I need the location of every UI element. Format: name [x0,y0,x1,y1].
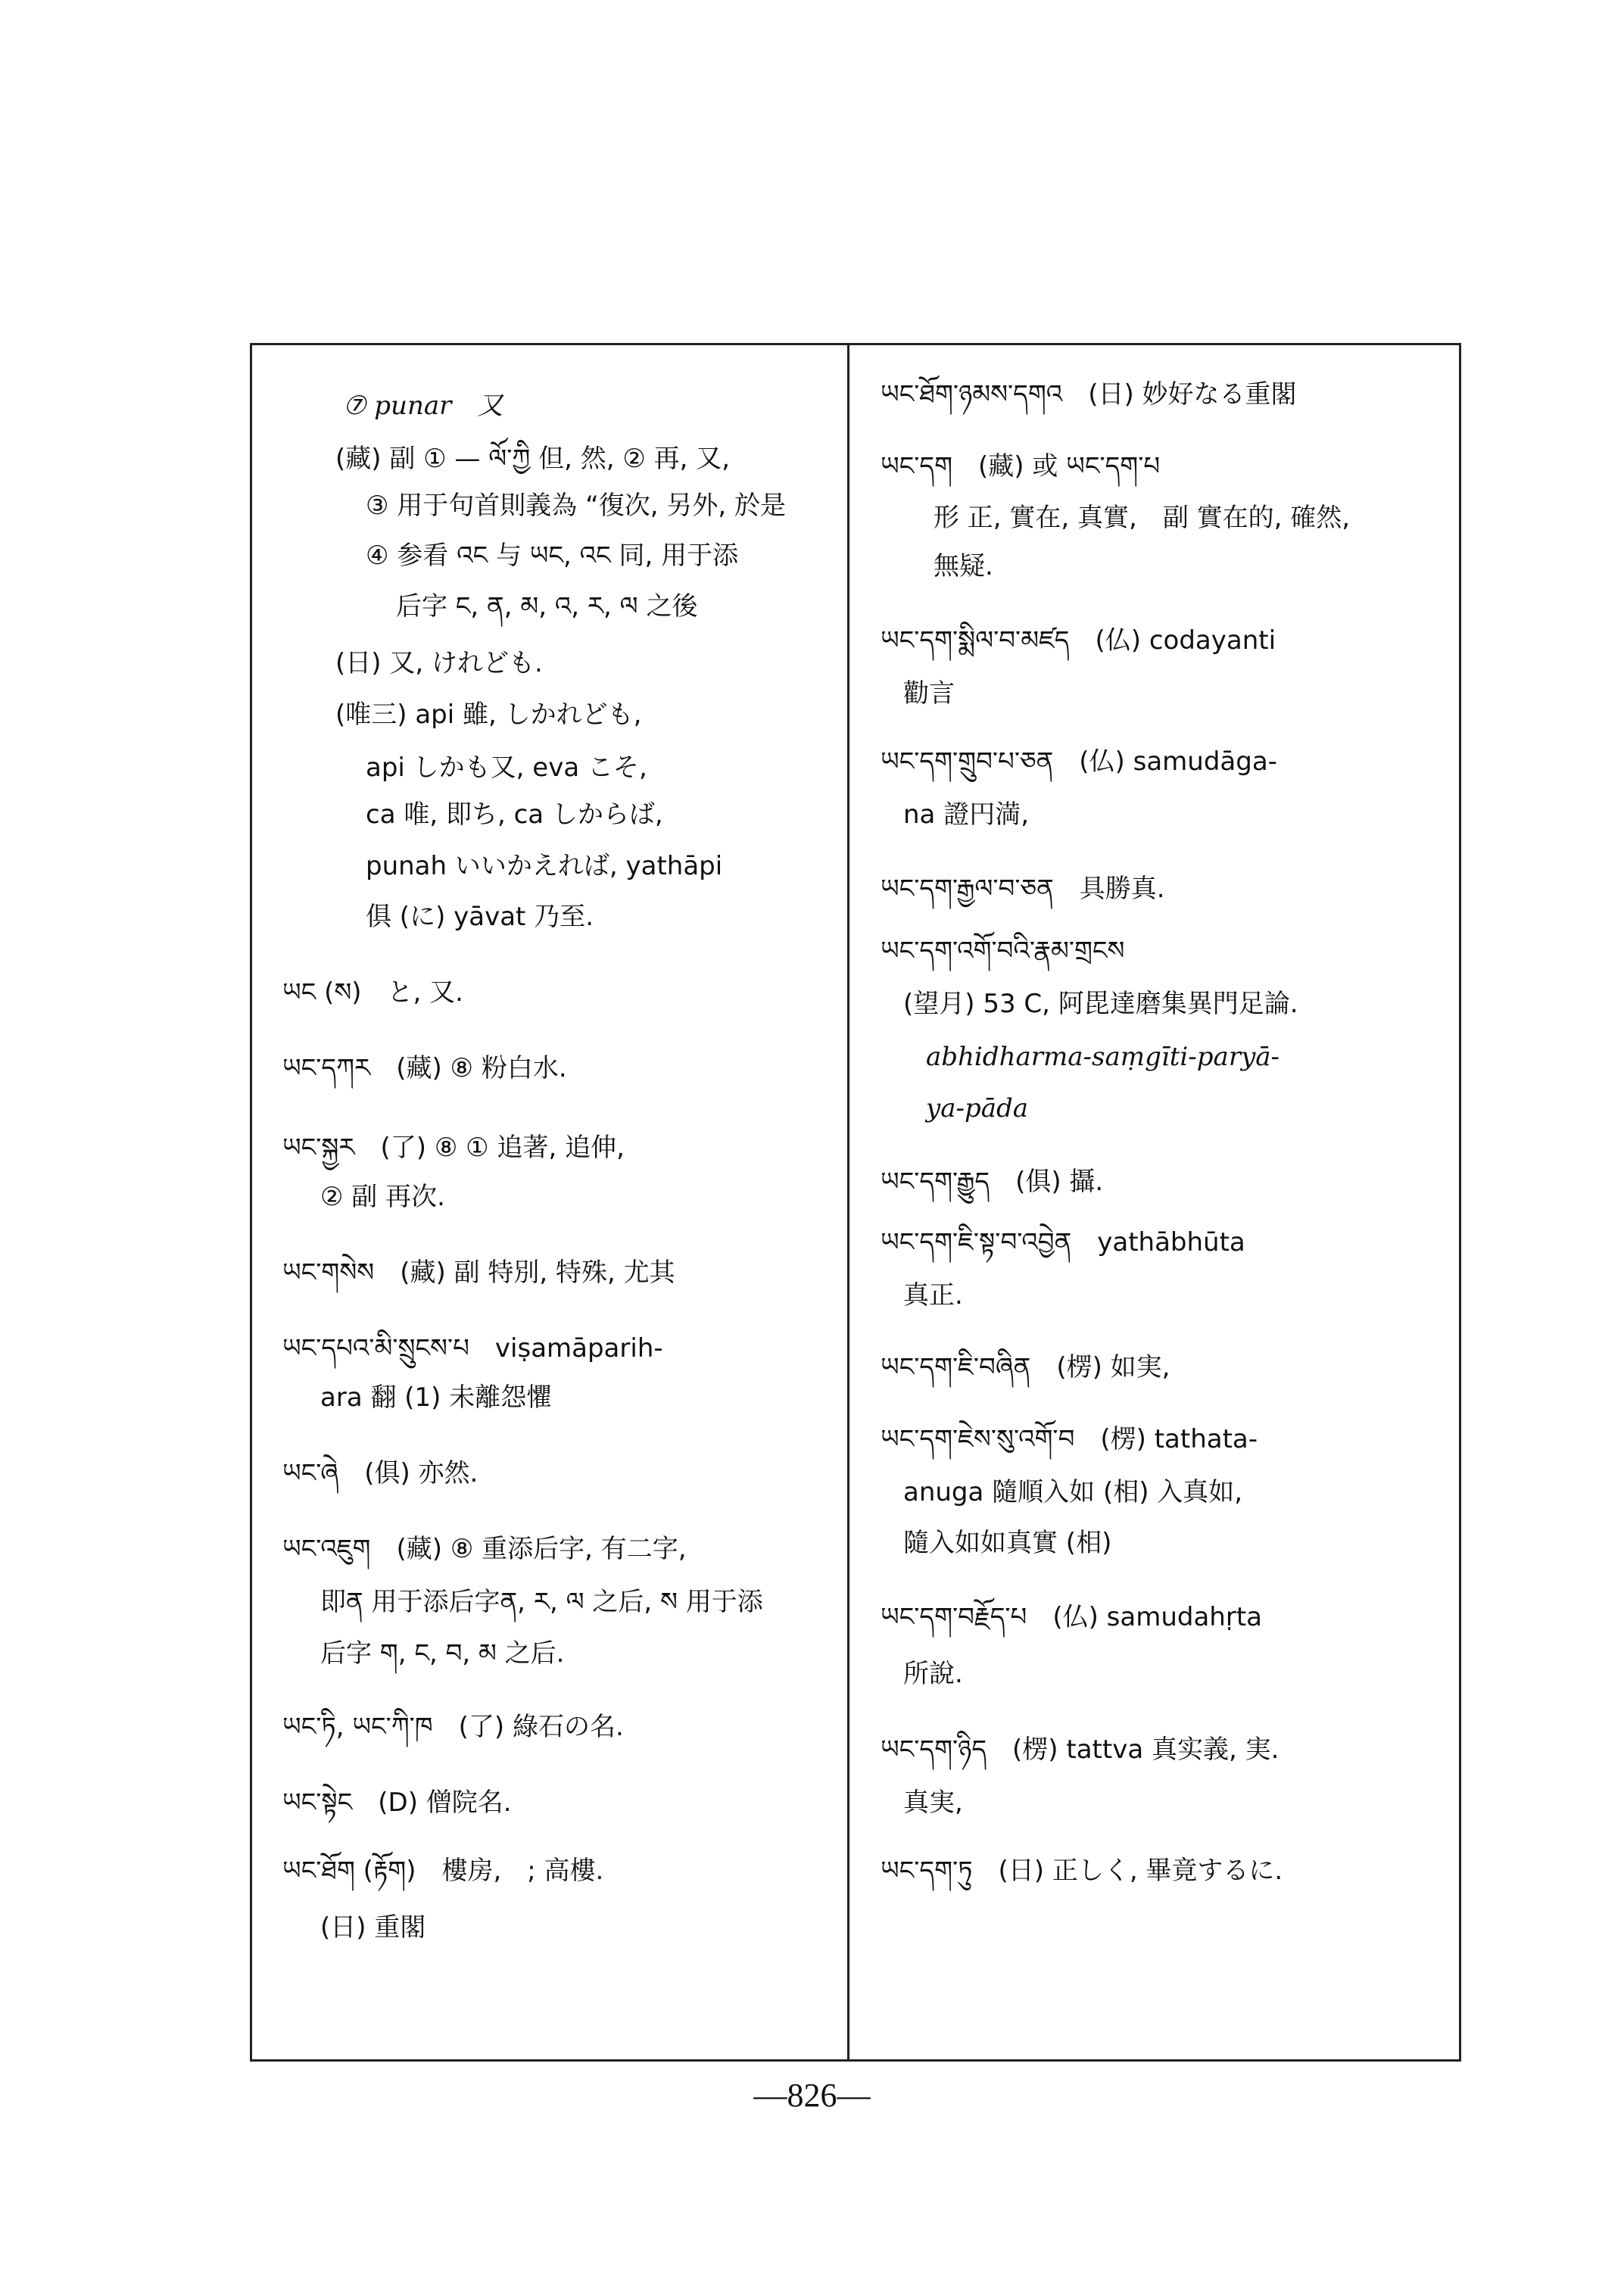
entry-line: 勸言 [903,678,955,709]
entry-line: ara 翻 (1) 未離怨懼 [320,1382,553,1413]
entry-line: ཡང་དག་ཇི་སྟ་བ་འབྱེན yathābhūta [881,1227,1245,1258]
entry-line: 真正. [903,1280,963,1311]
entry-line: ཡང་འཇུག (藏) ⑧ 重添后字, 有二字, [282,1534,687,1564]
entry-line: ཡང་ཞེ (俱) 亦然. [282,1458,478,1488]
entry-line: ཡང་དག་བརྗོད་པ (仏) samudahṛta [881,1602,1262,1632]
entry-line: ④ 参看 འང 与 ཡང, འང 同, 用于添 [366,541,739,571]
entry-line: ཡང་དག་ཇེས་སུ་འགོ་བ (楞) tathata- [881,1424,1258,1454]
entry-line: ཡང་དག (藏) 或 ཡང་དག་པ [881,451,1161,482]
entry-line: punah いいかえれば, yathāpi [366,851,723,881]
entry-line: na 證円満, [903,799,1029,830]
right-column [865,345,1452,2059]
entry-line: 無疑. [934,551,993,581]
entry-line: ca 唯, 即ち, ca しからば, [366,799,663,830]
entry-line: 所說. [903,1659,963,1689]
entry-line: 隨入如如真實 (相) [903,1528,1112,1558]
entry-line: ཡང་དག་རྒྱལ་བ་ཅན 具勝真. [881,874,1165,904]
entry-line: ཡང་སྟེང (D) 僧院名. [282,1788,512,1818]
entry-line: ཡང་དག་ཉིད (楞) tattva 真实義, 実. [881,1735,1280,1765]
entry-line: ཡང་དག་གྲུབ་པ་ཅན (仏) samudāga- [881,746,1277,777]
entry-line: 后字 ང, ན, མ, འ, ར, ལ 之後 [396,591,698,622]
entry-line: (日) 又, けれども. [335,648,543,678]
entry-line: (日) 重閣 [320,1912,426,1943]
entry-line: abhidharma-saṃgīti-paryā- [926,1042,1280,1072]
entry-line: ཡང་ཐོག་ཉམས་དགའ (日) 妙好なる重閣 [881,379,1297,410]
entry-line: (唯三) api 雖, しかれども, [335,700,642,730]
entry-line: 即ན 用于添后字ན, ར, ལ 之后, ས 用于添 [320,1587,763,1617]
entry-line: anuga 隨順入如 (相) 入真如, [903,1477,1243,1507]
entry-line: ཡང་དག་རྒྱུད (俱) 攝. [881,1167,1104,1197]
entry-line: api しかも又, eva こそ, [366,753,647,783]
entry-line: ya-pāda [926,1093,1029,1124]
entry-line: 俱 (に) yāvat 乃至. [366,902,594,932]
entry-line: ⑦ punar 又 [343,391,503,421]
column-divider [847,345,849,2059]
entry-line: ཡང་དཀར (藏) ⑧ 粉白水. [282,1053,567,1083]
entry-line: ཡང་ཐོག (རྟོག) 樓房, ; 高樓. [282,1856,604,1886]
entry-line: ཡང་དག་འགོ་བའི་རྣམ་གྲངས [881,936,1125,966]
entry-line: ཡང (ས) と, 又. [282,977,463,1008]
left-column [267,345,835,2059]
dictionary-page-frame [250,343,1461,2062]
entry-line: 真実, [903,1788,963,1818]
entry-line: 形 正, 實在, 真實, 副 實在的, 確然, [934,503,1351,533]
entry-line: ཡང་དག་ཇི་བཞིན (楞) 如実, [881,1352,1170,1382]
entry-line: ཡང་གསེས (藏) 副 特別, 特殊, 尤其 [282,1258,675,1288]
entry-line: ཡང་ཏི, ཡང་ཀི་ཁ (了) 綠石の名. [282,1712,624,1742]
entry-line: ཡང་དག་ཏུ (日) 正しく, 畢竟するに. [881,1856,1283,1886]
entry-line: ③ 用于句首則義為 “復次, 另外, 於是 [366,491,786,521]
page-number: —826— [753,2077,871,2114]
entry-line: (望月) 53 C, 阿毘達磨集異門足論. [903,989,1298,1019]
entry-line: ཡང་དག་སྨིལ་བ་མཛད (仏) codayanti [881,625,1276,656]
entry-line: ཡང་དཔའ་མི་སྲུངས་པ viṣamāparih- [282,1333,663,1364]
entry-line: ② 副 再次. [320,1182,445,1212]
entry-line: 后字 ག, ང, བ, མ 之后. [320,1638,565,1669]
entry-line: (藏) 副 ① — ལོ་ཀྱི 但, 然, ② 再, 又, [335,444,731,474]
entry-line: ཡང་སྐྱར (了) ⑧ ① 追著, 追伸, [282,1133,625,1163]
